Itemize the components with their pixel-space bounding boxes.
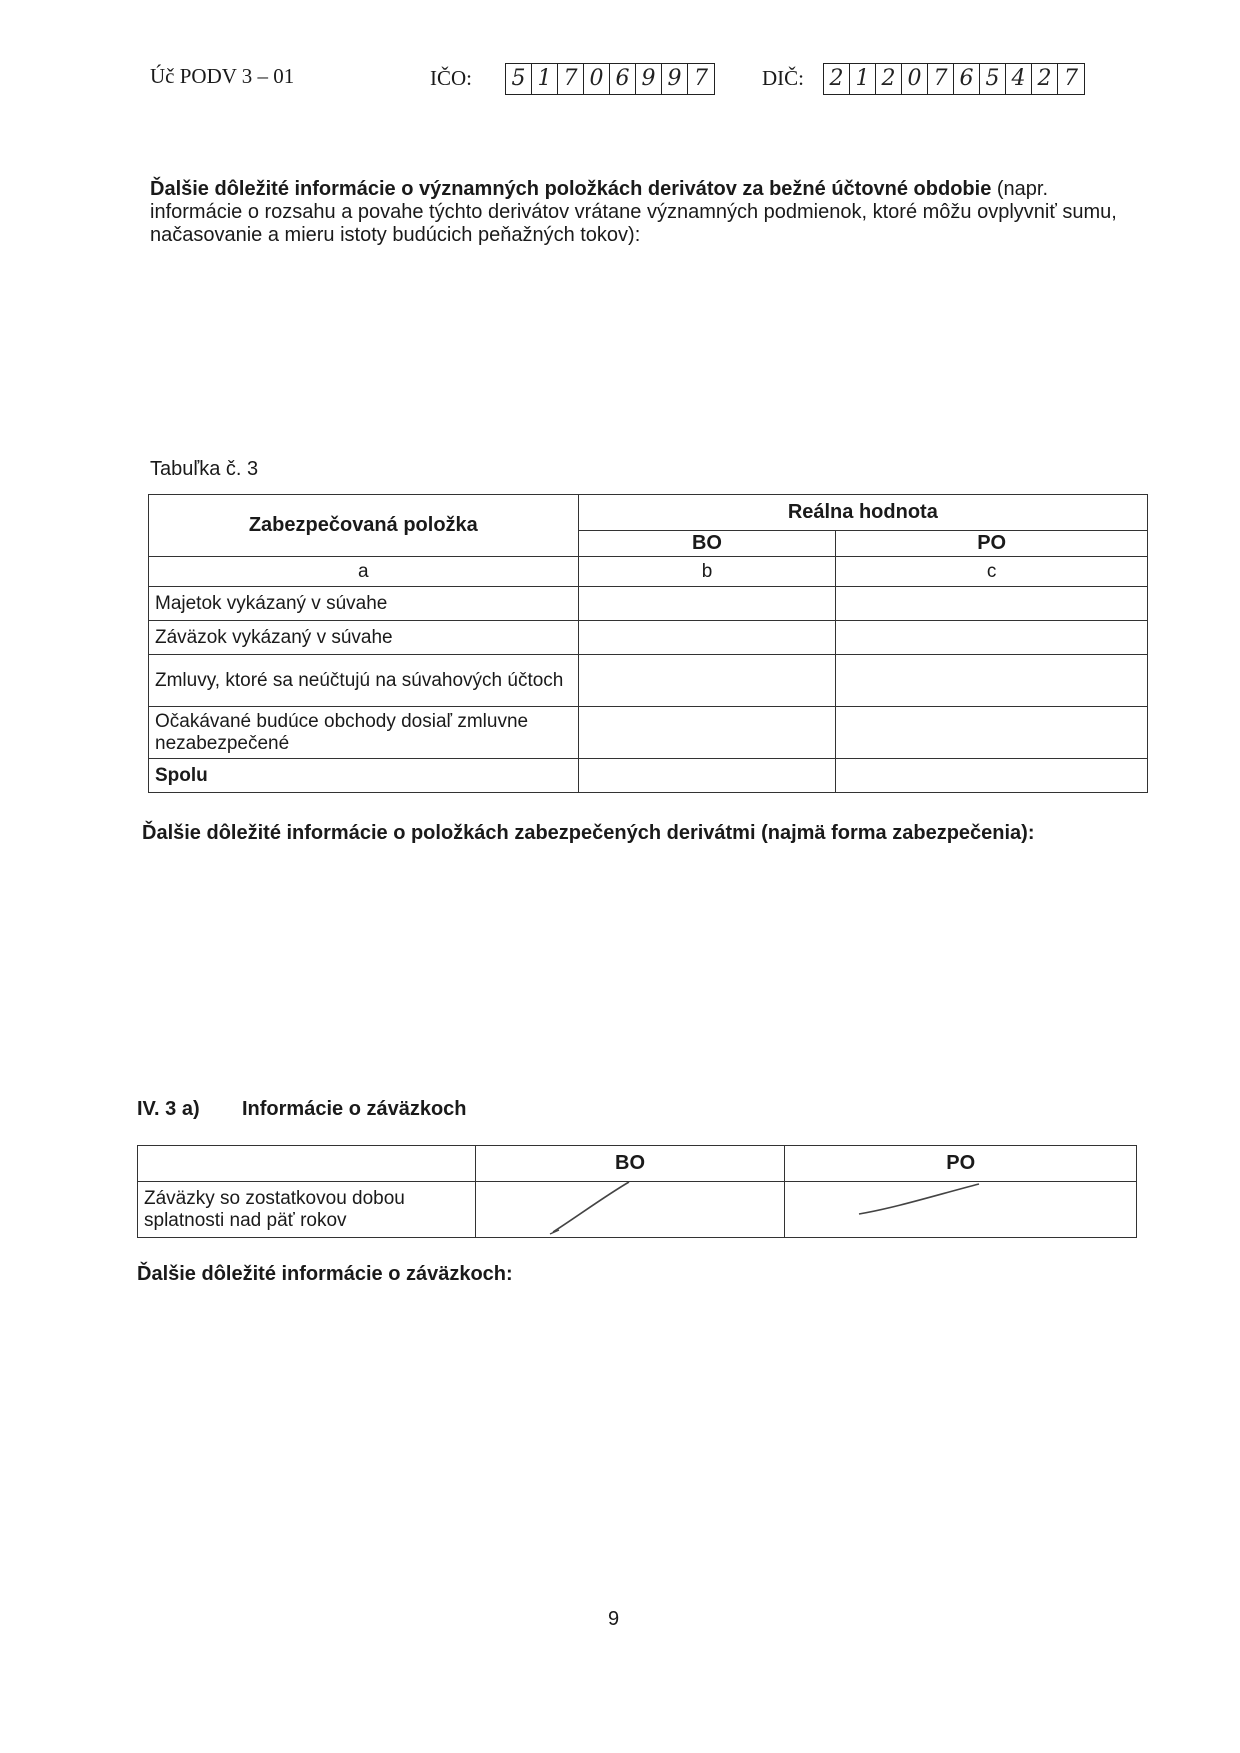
ico-digit-boxes: [505, 63, 715, 95]
bo-cell: [578, 655, 836, 707]
ico-digit: 1: [532, 64, 558, 94]
dic-digit: 2: [824, 64, 850, 94]
po-cell: [836, 655, 1148, 707]
po-cell: [836, 587, 1148, 621]
hedged-items-note: Ďalšie dôležité informácie o položkách zabezpečených derivátmi (najmä forma zabezpečenia):: [142, 822, 1035, 844]
dic-digit: 1: [850, 64, 876, 94]
row-label: Záväzky so zostatkovou dobou splatnosti nad päť rokov: [138, 1182, 476, 1238]
ico-digit: 9: [662, 64, 688, 94]
page-number: 9: [608, 1608, 620, 1630]
dic-digit-boxes: [823, 63, 1085, 95]
derivatives-info-detail: (napr. informácie o rozsahu a povahe týchto derivátov vrátane významných podmienok, ktoré môžu ovplyvniť sumu, načasovanie a mieru istoty budúcich peňažných tokov):: [150, 178, 1117, 246]
bo-header: BO: [578, 531, 836, 557]
dic-digit: 4: [1006, 64, 1032, 94]
bo-cell: [578, 707, 836, 759]
po-header: PO: [785, 1146, 1137, 1182]
po-cell: [836, 621, 1148, 655]
dic-digit: 6: [954, 64, 980, 94]
dic-digit: 2: [1032, 64, 1058, 94]
dic-digit: 2: [876, 64, 902, 94]
total-row: [149, 759, 1148, 793]
bo-cell: [578, 621, 836, 655]
table-row: [149, 587, 1148, 621]
liabilities-note: Ďalšie dôležité informácie o záväzkoch:: [137, 1263, 513, 1285]
dic-digit: 7: [928, 64, 954, 94]
bo-cell: [578, 587, 836, 621]
po-cell: [836, 707, 1148, 759]
row-label: Záväzok vykázaný v súvahe: [149, 621, 579, 655]
table-row: [149, 707, 1148, 759]
liabilities-table: [137, 1145, 1137, 1238]
ico-digit: 6: [610, 64, 636, 94]
total-label: Spolu: [149, 759, 579, 793]
handwritten-dash-mark: [545, 1178, 635, 1238]
dic-label: DIČ:: [762, 66, 804, 90]
empty-header-cell: [138, 1146, 476, 1182]
dic-digit: 0: [902, 64, 928, 94]
form-code: Úč PODV 3 – 01: [150, 64, 295, 88]
po-total-cell: [836, 759, 1148, 793]
derivatives-info-heading: Ďalšie dôležité informácie o významných položkách derivátov za bežné účtovné obdobie: [150, 178, 992, 200]
ico-digit: 9: [636, 64, 662, 94]
handwritten-dash-mark: [855, 1180, 985, 1220]
ico-label: IČO:: [430, 66, 472, 90]
column-letter: a: [149, 557, 579, 587]
ico-digit: 7: [694, 66, 708, 91]
column-letter: b: [578, 557, 836, 587]
row-label: Očakávané budúce obchody dosiaľ zmluvne nezabezpečené: [149, 707, 579, 759]
po-header: PO: [836, 531, 1148, 557]
hedged-items-table: [148, 494, 1148, 793]
dic-digit: 5: [980, 64, 1006, 94]
table3-caption: Tabuľka č. 3: [150, 458, 259, 480]
ico-digit: 5: [506, 64, 532, 94]
bo-total-cell: [578, 759, 836, 793]
ico-digit: 0: [584, 64, 610, 94]
section-title: Informácie o záväzkoch: [242, 1098, 467, 1120]
derivatives-info-paragraph: [150, 178, 1140, 247]
dic-digit: 7: [1064, 66, 1078, 91]
hedged-item-header: Zabezpečovaná položka: [149, 495, 579, 557]
table-row: [149, 621, 1148, 655]
row-label: Majetok vykázaný v súvahe: [149, 587, 579, 621]
table-row: [138, 1182, 1137, 1238]
section-number: IV. 3 a): [137, 1098, 200, 1120]
row-label: Zmluvy, ktoré sa neúčtujú na súvahových účtoch: [149, 655, 579, 707]
table-row: [149, 655, 1148, 707]
column-letter: c: [836, 557, 1148, 587]
ico-digit: 7: [558, 64, 584, 94]
bo-header: BO: [475, 1146, 785, 1182]
fair-value-header: Reálna hodnota: [578, 495, 1147, 531]
